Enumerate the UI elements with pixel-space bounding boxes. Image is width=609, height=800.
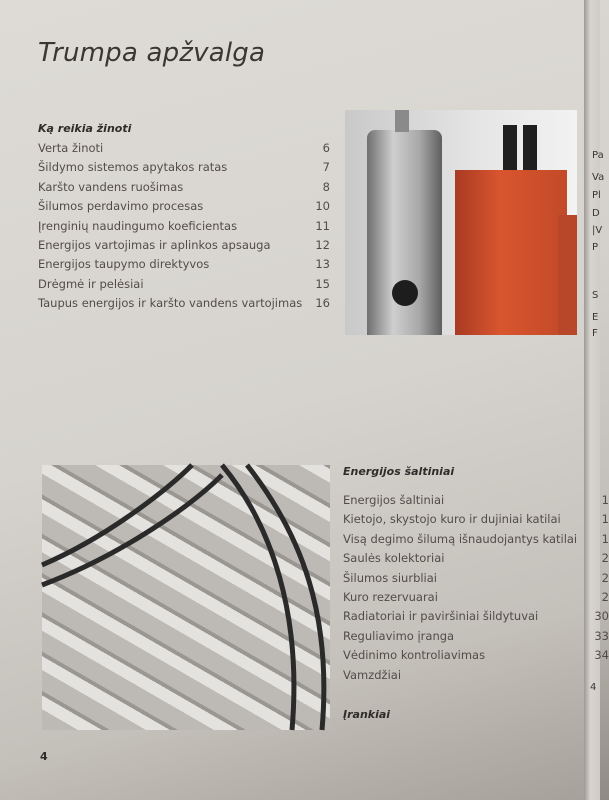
edge-text: |V xyxy=(592,225,603,236)
toc-entry xyxy=(38,296,330,315)
toc-entry-page: 7 xyxy=(322,160,330,175)
edge-text: Pa xyxy=(592,150,604,161)
section-heading-tools: Įrankiai xyxy=(343,708,391,721)
floor-heating-photo xyxy=(42,465,330,730)
toc-entry xyxy=(38,160,330,179)
toc-entry-label: Reguliavimo įranga xyxy=(343,628,455,643)
toc-entry-page: 10 xyxy=(315,199,330,214)
toc-entry-page: 1 xyxy=(601,512,609,527)
toc-entry-page: 15 xyxy=(315,276,330,291)
toc-list-sources xyxy=(343,493,609,687)
toc-entry-label: Karšto vandens ruošimas xyxy=(38,179,184,194)
section-heading-know: Ką reikia žinoti xyxy=(38,122,132,135)
toc-entry xyxy=(343,589,609,609)
toc-entry-label: Energijos vartojimas ir aplinkos apsauga xyxy=(38,237,271,252)
edge-text: Va xyxy=(592,172,605,183)
toc-entry xyxy=(343,570,609,590)
toc-entry xyxy=(38,199,330,218)
toc-entry xyxy=(38,141,330,160)
toc-entry-label: Saulės kolektoriai xyxy=(343,551,445,566)
toc-page-number: 4 xyxy=(590,682,597,693)
toc-entry-page: 2 xyxy=(601,589,609,604)
edge-text: E xyxy=(592,312,599,323)
toc-entry-label: Šilumos perdavimo procesas xyxy=(38,199,204,214)
toc-entry-page: 11 xyxy=(315,218,330,233)
boiler-photo xyxy=(345,110,577,335)
orange-boiler xyxy=(455,170,567,335)
toc-entry-page: 2 xyxy=(601,570,609,585)
toc-entry-page: 33 xyxy=(594,628,609,643)
toc-entry-page: 30 xyxy=(594,609,609,624)
edge-text: P xyxy=(592,242,599,253)
toc-entry xyxy=(343,628,609,648)
toc-entry-page: 12 xyxy=(315,237,330,252)
toc-entry-label: Verta žinoti xyxy=(38,141,104,155)
toc-entry xyxy=(38,219,330,238)
section-heading-sources: Energijos šaltiniai xyxy=(343,465,455,478)
toc-entry xyxy=(343,531,609,551)
toc-entry-label: Taupus energijos ir karšto vandens vartojimas xyxy=(38,296,303,311)
toc-entry-page: 13 xyxy=(315,257,330,272)
edge-text: S xyxy=(592,290,599,301)
toc-entry-page: 6 xyxy=(322,141,330,155)
toc-entry xyxy=(38,180,330,199)
toc-entry-label: Kuro rezervuarai xyxy=(343,589,438,604)
toc-entry xyxy=(343,648,609,667)
toc-entry-page: 8 xyxy=(322,179,330,194)
page-number: 4 xyxy=(40,750,48,763)
toc-entry xyxy=(343,493,609,512)
edge-text: F xyxy=(592,328,598,339)
toc-entry-page: 16 xyxy=(315,296,330,311)
toc-entry xyxy=(343,609,609,628)
toc-entry-label: Visą degimo šilumą išnaudojantys katilai xyxy=(343,531,578,546)
toc-entry-label: Drėgmė ir pelėsiai xyxy=(38,276,144,291)
toc-entry xyxy=(343,551,609,570)
toc-entry xyxy=(343,512,609,531)
toc-entry xyxy=(38,238,330,257)
toc-entry-page: 1 xyxy=(601,531,609,546)
toc-entry-label: Kietojo, skystojo kuro ir dujiniai katilai xyxy=(343,512,561,527)
toc-entry-label: Vamzdžiai xyxy=(343,667,402,682)
page-title: Trumpa apžvalga xyxy=(38,38,266,68)
toc-entry xyxy=(38,257,330,276)
toc-entry-label: Šilumos siurbliai xyxy=(343,570,437,585)
toc-entry-page: 1 xyxy=(601,493,609,507)
toc-entry-page: 34 xyxy=(594,648,609,663)
toc-list-know xyxy=(38,141,330,316)
toc-entry-label: Energijos taupymo direktyvos xyxy=(38,257,210,272)
toc-entry-label: Šildymo sistemos apytakos ratas xyxy=(38,160,228,175)
edge-text: D xyxy=(592,208,600,219)
toc-entry-label: Radiatoriai ir paviršiniai šildytuvai xyxy=(343,609,539,624)
toc-entry-label: Energijos šaltiniai xyxy=(343,493,445,507)
edge-text: Pl xyxy=(592,190,601,201)
water-tank xyxy=(367,130,442,335)
toc-entry-label: Įrenginių naudingumo koeficientas xyxy=(38,218,238,233)
toc-entry-label: Vėdinimo kontroliavimas xyxy=(343,648,486,663)
toc-entry xyxy=(343,668,601,687)
toc-entry xyxy=(38,277,330,296)
toc-entry-page: 2 xyxy=(601,551,609,566)
